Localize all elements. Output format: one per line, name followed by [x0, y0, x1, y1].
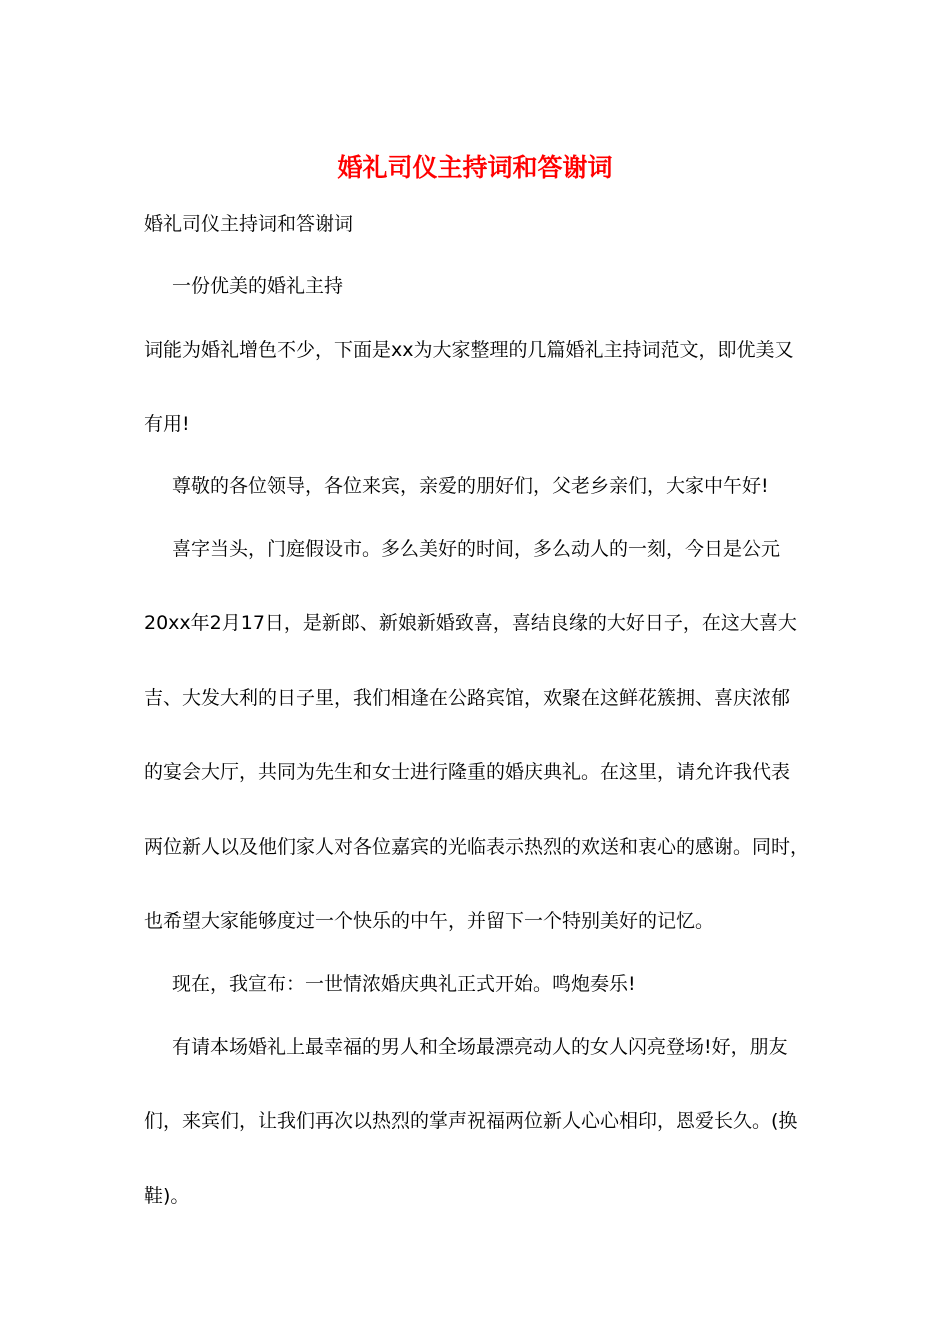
paragraph-line: 现在，我宣布：一世情浓婚庆典礼正式开始。鸣炮奏乐! [172, 973, 636, 995]
subtitle-line: 婚礼司仪主持词和答谢词 [144, 213, 354, 235]
paragraph-line: 鞋)。 [144, 1185, 190, 1207]
paragraph-line: 20xx年2月17日，是新郎、新娘新婚致喜，喜结良缘的大好日子，在这大喜大 [144, 612, 797, 634]
paragraph-line: 也希望大家能够度过一个快乐的中午，并留下一个特别美好的记忆。 [144, 910, 715, 932]
paragraph-line: 一份优美的婚礼主持 [172, 275, 344, 297]
paragraph-line: 们，来宾们，让我们再次以热烈的掌声祝福两位新人心心相印，恩爱长久。(换 [144, 1110, 798, 1132]
paragraph-line: 有用! [144, 413, 190, 435]
paragraph-line: 喜字当头，门庭假设市。多么美好的时间，多么动人的一刻，今日是公元 [172, 538, 781, 560]
paragraph-line: 尊敬的各位领导，各位来宾，亲爱的朋好们，父老乡亲们，大家中午好! [172, 475, 769, 497]
paragraph-line: 词能为婚礼增色不少，下面是xx为大家整理的几篇婚礼主持词范文，即优美又 [144, 339, 794, 361]
paragraph-line: 有请本场婚礼上最幸福的男人和全场最漂亮动人的女人闪亮登场!好，朋友 [172, 1036, 788, 1058]
paragraph-line: 两位新人以及他们家人对各位嘉宾的光临表示热烈的欢送和衷心的感谢。同时， [144, 836, 810, 858]
paragraph-line: 吉、大发大利的日子里，我们相逢在公路宾馆，欢聚在这鲜花簇拥、喜庆浓郁 [144, 687, 791, 709]
paragraph-line: 的宴会大厅，共同为先生和女士进行隆重的婚庆典礼。在这里，请允许我代表 [144, 761, 791, 783]
document-title: 婚礼司仪主持词和答谢词 [337, 153, 613, 182]
